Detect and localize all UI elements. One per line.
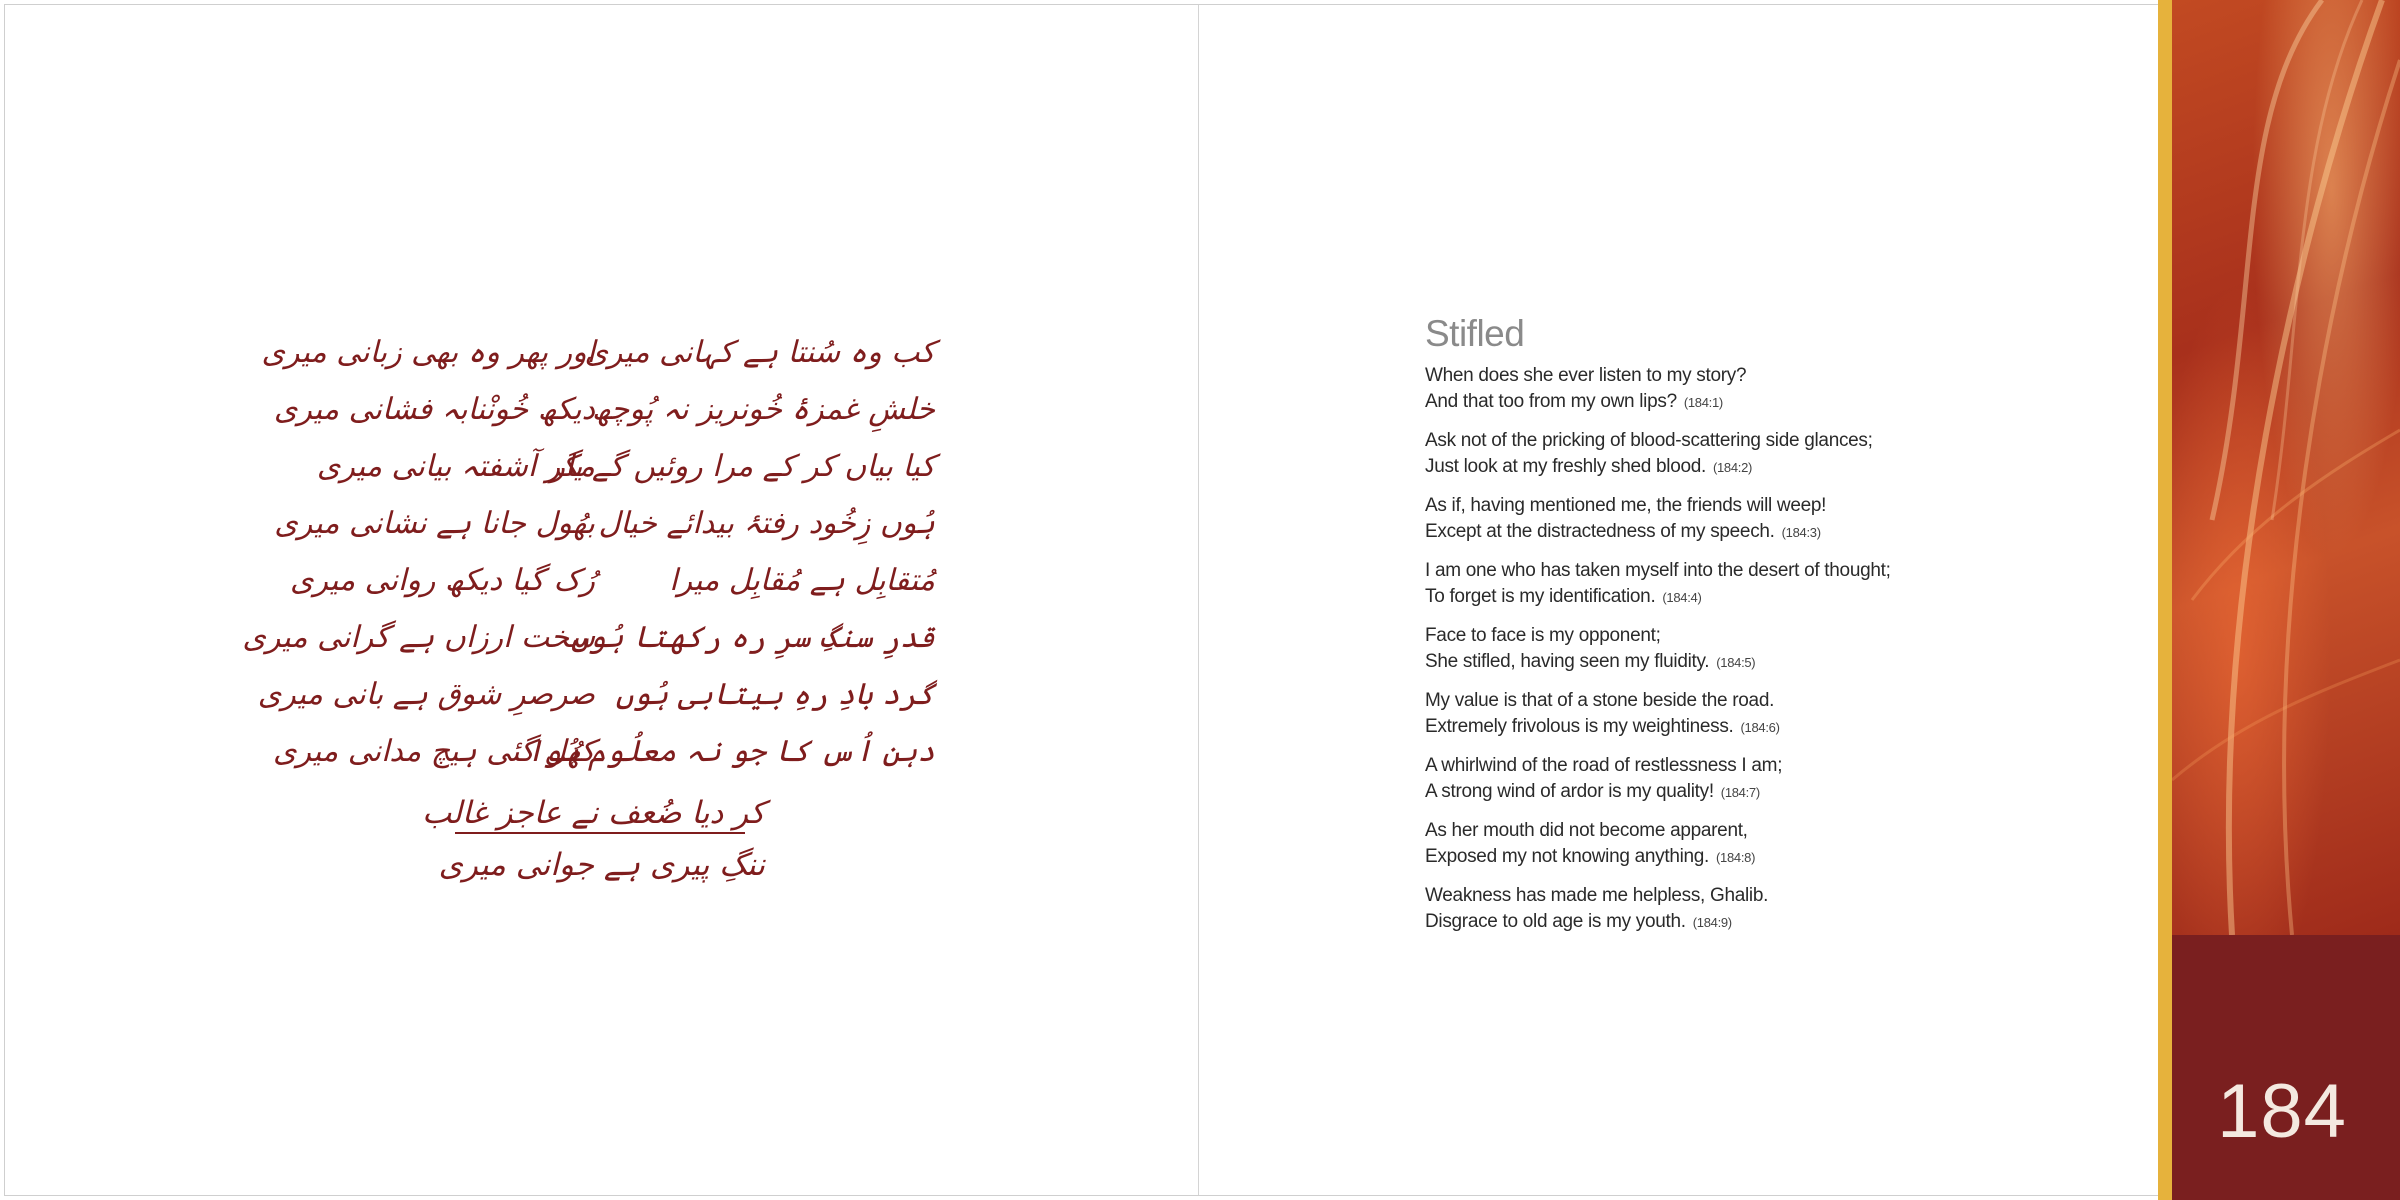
urdu-couplet xyxy=(289,563,935,621)
verse-line-2: Extremely frivolous is my weightiness. xyxy=(1425,716,1734,737)
verse-line-2: Exposed my not knowing anything. xyxy=(1425,846,1710,867)
urdu-couplet xyxy=(273,392,935,450)
verse-line-2: Just look at my freshly shed blood. xyxy=(1425,456,1706,477)
poem-title: Stifled xyxy=(1425,313,1525,354)
urdu-misra-first: دہن اُس کا جو نہ معلُوم ہُوا xyxy=(526,734,935,769)
urdu-couplet xyxy=(295,449,935,507)
verse-reference: (184:3) xyxy=(1781,525,1821,540)
urdu-misra-first: ہُوں زِخُود رفتۂ بیدائے خیال xyxy=(598,506,935,541)
verse-line-2: And that too from my own lips? xyxy=(1425,391,1677,412)
urdu-couplet xyxy=(242,620,935,678)
verse-line-1: I am one who has taken myself into the desert of thought; xyxy=(1425,560,1891,581)
urdu-maqta-first: کر دیا ضُعف نے عاجز غالب xyxy=(422,795,765,831)
verse xyxy=(1425,753,1985,806)
urdu-misra-second: مگر آشفتہ بیانی میری xyxy=(316,449,595,484)
verse-line-1: As if, having mentioned me, the friends will weep! xyxy=(1425,495,1827,516)
verse-line-2: A strong wind of ardor is my quality! xyxy=(1425,781,1714,802)
verse xyxy=(1425,688,1985,741)
urdu-misra-second: دیکھ خُونْنابہ فشانی میری xyxy=(273,392,595,427)
verse-line-1: A whirlwind of the road of restlessness I am; xyxy=(1425,755,1783,776)
verse-reference: (184:1) xyxy=(1683,395,1723,410)
urdu-misra-second: سخت ارزاں ہے گرانی میری xyxy=(242,620,595,655)
verse-line-1: My value is that of a stone beside the road. xyxy=(1425,690,1775,711)
urdu-misra-first: مُتقابِل ہے مُقابِل میرا xyxy=(669,563,935,598)
verse-reference: (184:5) xyxy=(1716,655,1756,670)
urdu-misra-first: خلشِ غمزۂ خُونریز نہ پُوچھ xyxy=(591,392,935,427)
urdu-misra-second: رُک گیا دیکھ روانی میری xyxy=(289,563,595,598)
verse xyxy=(1425,428,1985,481)
urdu-misra-second: بھُول جانا ہے نشانی میری xyxy=(274,506,595,541)
urdu-maqta-second: ننگِ پیری ہے جوانی میری xyxy=(438,847,765,883)
verse-line-2: Except at the distractedness of my speech. xyxy=(1425,521,1775,542)
urdu-misra-first: کیا بیاں کر کے مرا روئیں گے یار xyxy=(550,449,935,484)
urdu-misra-first: قدرِ سنگِ سرِ رہ رکھتا ہُوں xyxy=(570,620,935,655)
verse-line-1: Weakness has made me helpless, Ghalib. xyxy=(1425,885,1769,906)
verse-line-2: Disgrace to old age is my youth. xyxy=(1425,911,1686,932)
verse xyxy=(1425,493,1985,546)
verse-line-1: Face to face is my opponent; xyxy=(1425,625,1661,646)
verse-reference: (184:6) xyxy=(1740,720,1780,735)
urdu-misra-first: کب وہ سُنتا ہے کہانی میری xyxy=(584,335,935,370)
urdu-couplet xyxy=(257,677,935,735)
urdu-couplet xyxy=(261,335,935,393)
verse-line-1: Ask not of the pricking of blood-scattering side glances; xyxy=(1425,430,1873,451)
verse xyxy=(1425,818,1985,871)
urdu-misra-second: صرصرِ شوق ہے بانی میری xyxy=(257,677,595,712)
decorative-artwork xyxy=(2172,0,2400,935)
gold-stripe xyxy=(2158,0,2172,1200)
verse-reference: (184:4) xyxy=(1662,590,1702,605)
verse-line-2: To forget is my identification. xyxy=(1425,586,1656,607)
left-page xyxy=(5,5,1199,1195)
verse xyxy=(1425,883,1985,936)
urdu-couplet xyxy=(273,734,935,792)
urdu-misra-first: گرد بادِ رہِ بیتابی ہُوں xyxy=(615,677,935,712)
verse-reference: (184:7) xyxy=(1720,785,1760,800)
verse-line-2: She stifled, having seen my fluidity. xyxy=(1425,651,1710,672)
english-translation xyxy=(1425,313,1985,948)
urdu-misra-second: کھُل گئی ہیچ مدانی میری xyxy=(273,734,595,769)
urdu-misra-second: اور پھر وہ بھی زبانی میری xyxy=(261,335,595,370)
verse-reference: (184:9) xyxy=(1692,915,1732,930)
verse xyxy=(1425,363,1985,416)
urdu-couplet xyxy=(274,506,935,564)
page-number: 184 xyxy=(2217,1069,2347,1154)
verse xyxy=(1425,623,1985,676)
artwork-swirls xyxy=(2172,0,2400,935)
verse-line-1: As her mouth did not become apparent, xyxy=(1425,820,1748,841)
maqta-underline xyxy=(455,832,745,834)
verse-reference: (184:2) xyxy=(1712,460,1753,475)
verse-line-1: When does she ever listen to my story? xyxy=(1425,365,1747,386)
verse-reference: (184:8) xyxy=(1716,850,1756,865)
verse xyxy=(1425,558,1985,611)
